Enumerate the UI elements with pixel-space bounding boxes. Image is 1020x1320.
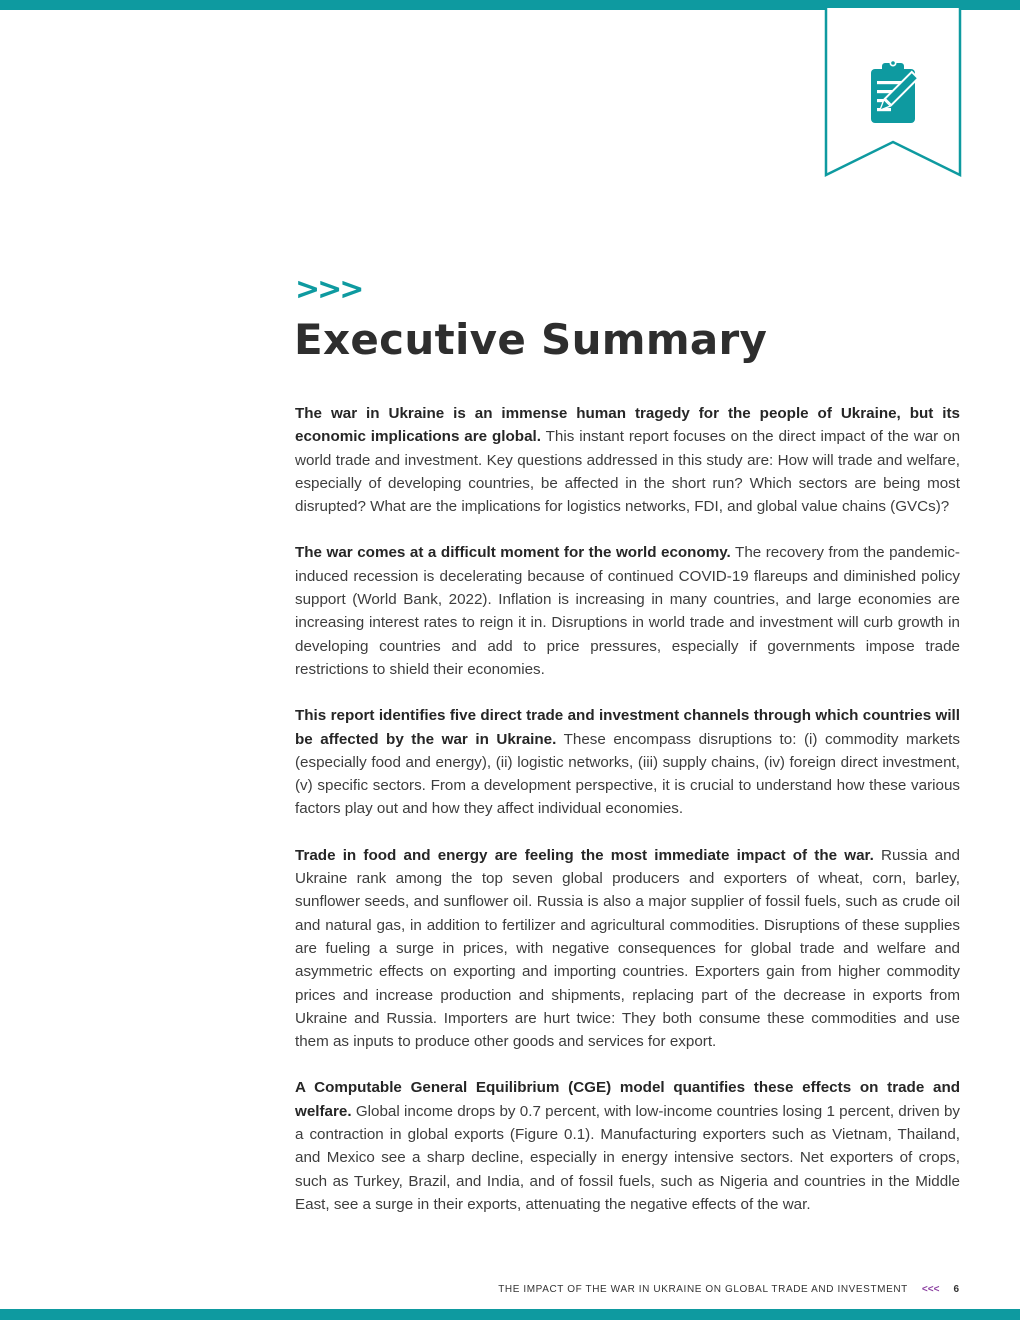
- paragraph-lead: This report identifies five direct trade and investment channels through which countries will be affected by the war in Ukraine.: [295, 707, 960, 748]
- paragraph-1: [295, 402, 960, 518]
- paragraph-body: This instant report focuses on the direct impact of the war on world trade and investment. Key questions addressed in this study are: How will trade and welfare, especially of developing countries, be affected in the short run? Which sectors are being most disrupted? What are the implications for logistics networks, FDI, and global value chains (GVCs)?: [295, 428, 961, 516]
- footer-running-title: THE IMPACT OF THE WAR IN UKRAINE ON GLOBAL TRADE AND INVESTMENT: [498, 1284, 908, 1295]
- executive-summary-body: [295, 402, 960, 1239]
- paragraph-lead: A Computable General Equilibrium (CGE) model quantifies these effects on trade and welfare.: [295, 1079, 960, 1120]
- bottom-accent-bar: [0, 1309, 1020, 1320]
- paragraph-body: These encompass disruptions to: (i) commodity markets (especially food and energy), (ii) logistic networks, (iii) supply chains, (iv) foreign direct investment, (v) specific sectors. From a development perspective, it is crucial to understand how these various factors play out and how they affect individual economies.: [295, 730, 960, 818]
- paragraph-4: [295, 844, 960, 1054]
- page-number: 6: [953, 1284, 959, 1295]
- section-marker-chevrons: >>>: [295, 272, 362, 307]
- paragraph-body: The recovery from the pandemic-induced recession is decelerating because of continued COVID-19 flareups and diminished policy support (World Bank, 2022). Inflation is increasing in many countries, and large economies are increasing interest rates to reign it in. Disruptions in world trade and investment will curb growth in developing countries and add to price pressures, especially if governments impose trade restrictions to shield their economies.: [295, 544, 960, 678]
- paragraph-body: Global income drops by 0.7 percent, with low-income countries losing 1 percent, driven by a contraction in global exports (Figure 0.1). Manufacturing exporters such as Vietnam, Thailand, and Mexico see a sharp decline, especially in energy intensive sectors. Net exporters of crops, such as Turkey, Brazil, and India, and of fossil fuels, such as Nigeria and countries in the Middle East, see a surge in their exports, attenuating the negative effects of the war.: [295, 1102, 960, 1213]
- section-bookmark-ribbon: [824, 8, 962, 180]
- paragraph-lead: Trade in food and energy are feeling the most immediate impact of the war.: [295, 846, 874, 864]
- page-title: Executive Summary: [294, 315, 768, 364]
- paragraph-body: Russia and Ukraine rank among the top seven global producers and exporters of wheat, corn, barley, sunflower seeds, and sunflower oil. Russia is also a major supplier of fossil fuels, such as crude oil and natural gas, in addition to fertilizer and agricultural commodities. Disruptions of these supplies are fueling a surge in prices, with negative consequences for global trade and welfare and asymmetric effects on exporting and importing countries. Exporters gain from higher commodity prices and increase production and shipments, replacing part of the decrease in exports from Ukraine and Russia. Importers are hurt twice: They both consume these commodities and use them as inputs to produce other goods and services for export.: [295, 846, 960, 1051]
- paragraph-lead: The war comes at a difficult moment for the world economy.: [295, 544, 731, 562]
- paragraph-3: [295, 704, 960, 820]
- back-arrows-link[interactable]: <<<: [921, 1284, 940, 1295]
- paragraph-2: [295, 541, 960, 681]
- paragraph-lead: The war in Ukraine is an immense human tragedy for the people of Ukraine, but its economic implications are global.: [295, 405, 960, 446]
- paragraph-5: [295, 1076, 960, 1216]
- page-footer: [498, 1283, 959, 1297]
